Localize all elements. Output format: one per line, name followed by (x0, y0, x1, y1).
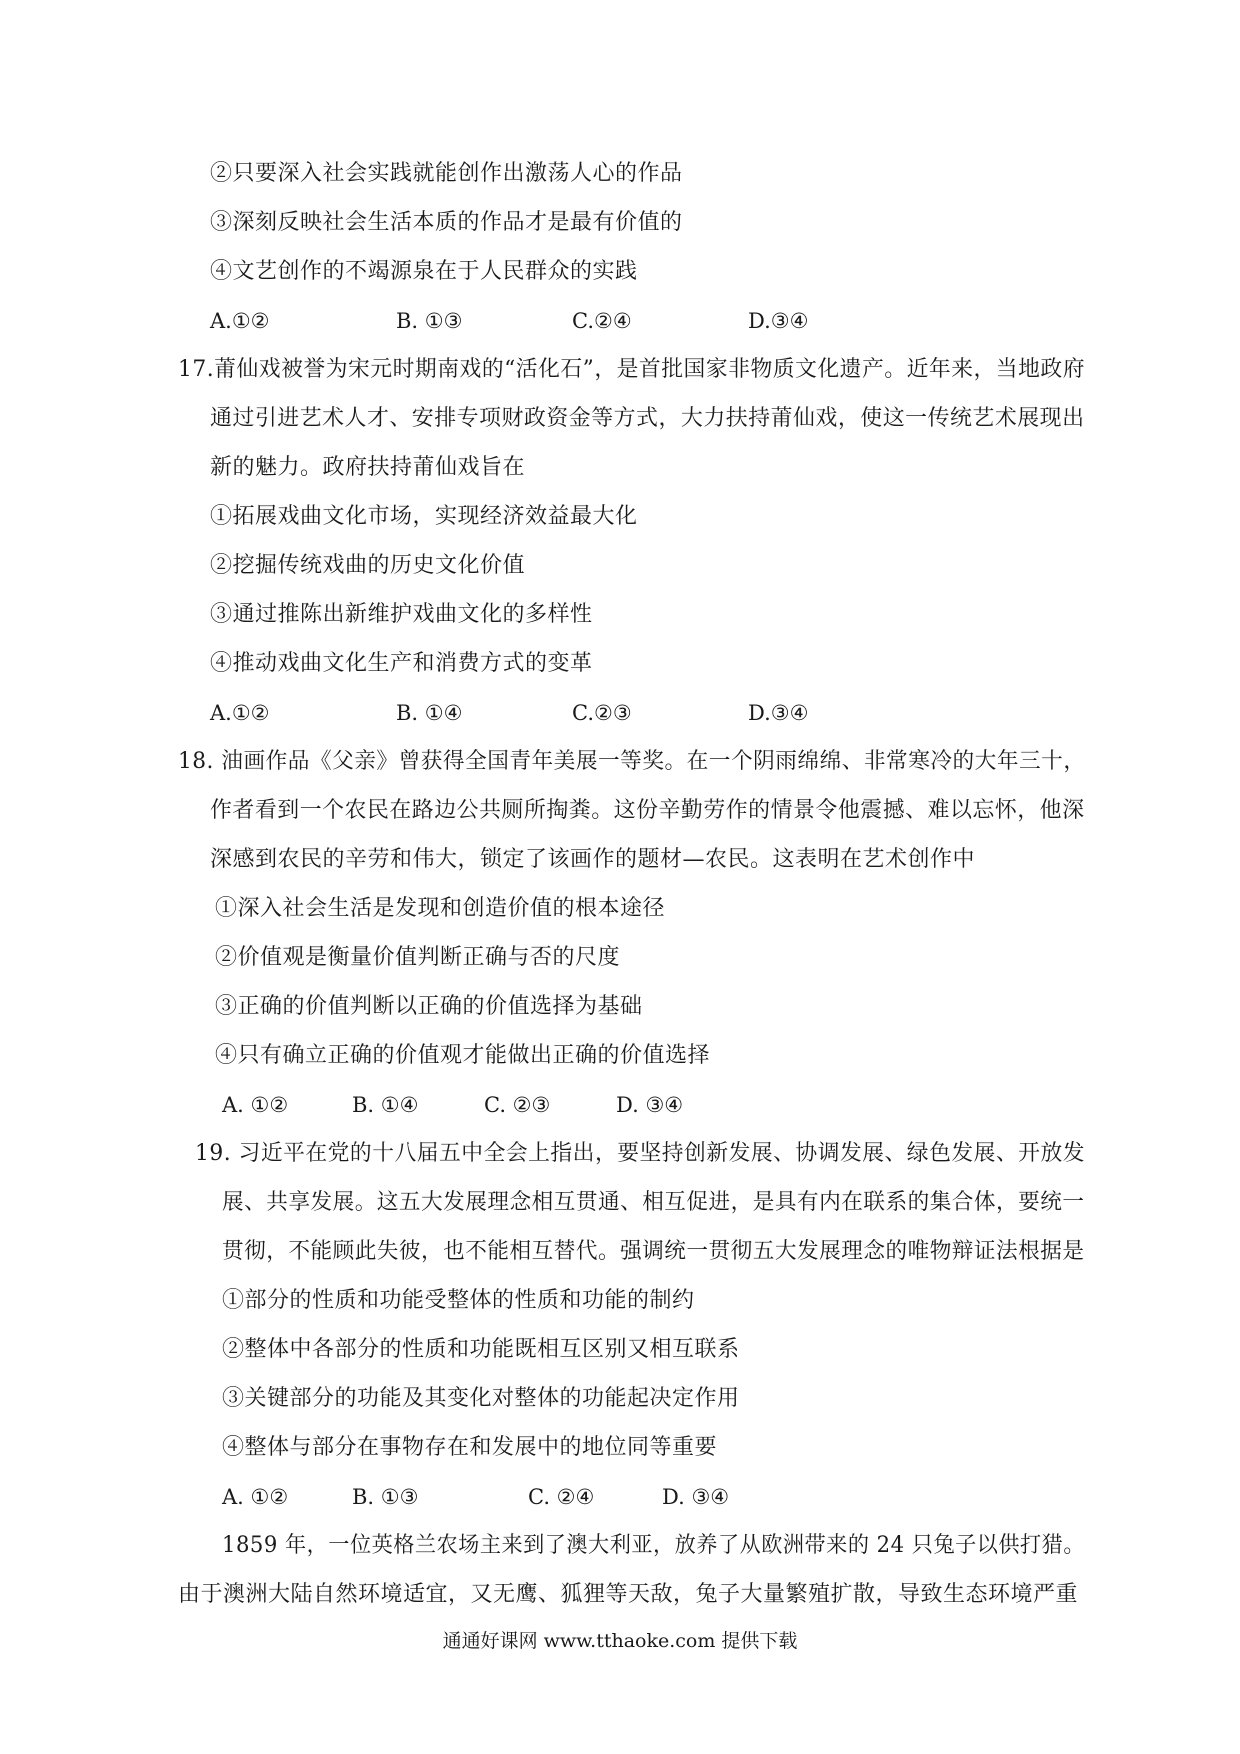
q18-stem-line-1: 18. 油画作品《父亲》曾获得全国青年美展一等奖。在一个阴雨绵绵、非常寒冷的大年三十， (178, 749, 1086, 774)
q17-item-4: ④推动戏曲文化生产和消费方式的变革 (210, 651, 593, 676)
q16-option-d: D.③④ (748, 309, 809, 333)
q19-stem-line-1: 19. 习近平在党的十八届五中全会上指出，要坚持创新发展、协调发展、绿色发展、开放发 (195, 1141, 1085, 1166)
q17-stem-line-3: 新的魅力。政府扶持莆仙戏旨在 (210, 455, 526, 480)
q17-option-a: A.①② (210, 701, 270, 725)
q18-option-c: C. ②③ (484, 1093, 551, 1117)
q18-option-d: D. ③④ (616, 1093, 684, 1117)
q17-option-b: B. ①④ (396, 701, 463, 725)
q17-item-3: ③通过推陈出新维护戏曲文化的多样性 (210, 602, 593, 627)
q19-stem-line-3: 贯彻，不能顾此失彼，也不能相互替代。强调统一贯彻五大发展理念的唯物辩证法根据是 (222, 1239, 1085, 1264)
q17-stem-line-2: 通过引进艺术人才、安排专项财政资金等方式，大力扶持莆仙戏，使这一传统艺术展现出 (210, 406, 1085, 431)
passage-line-2: 由于澳洲大陆自然环境适宜，又无鹰、狐狸等天敌，兔子大量繁殖扩散，导致生态环境严重 (178, 1582, 1079, 1607)
q16-item-3: ③深刻反映社会生活本质的作品才是最有价值的 (210, 210, 683, 235)
q19-item-2: ②整体中各部分的性质和功能既相互区别又相互联系 (222, 1337, 740, 1362)
q19-item-4: ④整体与部分在事物存在和发展中的地位同等重要 (222, 1435, 718, 1460)
q18-stem-line-2: 作者看到一个农民在路边公共厕所掏粪。这份辛勤劳作的情景令他震撼、难以忘怀，他深 (210, 798, 1085, 823)
q17-option-c: C.②③ (572, 701, 632, 725)
passage-line-1: 1859 年，一位英格兰农场主来到了澳大利亚，放养了从欧洲带来的 24 只兔子以供打猎。 (222, 1533, 1085, 1558)
q17-item-1: ①拓展戏曲文化市场，实现经济效益最大化 (210, 504, 638, 529)
q18-item-3: ③正确的价值判断以正确的价值选择为基础 (215, 994, 643, 1019)
q18-stem-line-3: 深感到农民的辛劳和伟大，锁定了该画作的题材—农民。这表明在艺术创作中 (210, 847, 976, 872)
q18-item-1: ①深入社会生活是发现和创造价值的根本途径 (215, 896, 666, 921)
q16-option-a: A.①② (210, 309, 270, 333)
q16-option-b: B. ①③ (396, 309, 463, 333)
q18-option-a: A. ①② (222, 1093, 289, 1117)
q19-option-a: A. ①② (222, 1485, 289, 1509)
q17-option-d: D.③④ (748, 701, 809, 725)
q18-item-2: ②价值观是衡量价值判断正确与否的尺度 (215, 945, 621, 970)
q19-item-1: ①部分的性质和功能受整体的性质和功能的制约 (222, 1288, 695, 1313)
q18-item-4: ④只有确立正确的价值观才能做出正确的价值选择 (215, 1043, 711, 1068)
page-footer: 通通好课网 www.tthaoke.com 提供下载 (442, 1630, 798, 1652)
q18-option-b: B. ①④ (352, 1093, 419, 1117)
q19-option-c: C. ②④ (528, 1485, 595, 1509)
q17-stem-line-1: 17.莆仙戏被誉为宋元时期南戏的“活化石”，是首批国家非物质文化遗产。近年来，当地政府 (178, 357, 1086, 382)
q19-option-b: B. ①③ (352, 1485, 419, 1509)
q17-item-2: ②挖掘传统戏曲的历史文化价值 (210, 553, 526, 578)
q19-item-3: ③关键部分的功能及其变化对整体的功能起决定作用 (222, 1386, 740, 1411)
q16-item-2: ②只要深入社会实践就能创作出激荡人心的作品 (210, 161, 683, 186)
q19-stem-line-2: 展、共享发展。这五大发展理念相互贯通、相互促进，是具有内在联系的集合体，要统一 (222, 1190, 1085, 1215)
q16-option-c: C.②④ (572, 309, 632, 333)
q19-option-d: D. ③④ (662, 1485, 730, 1509)
q16-item-4: ④文艺创作的不竭源泉在于人民群众的实践 (210, 259, 638, 284)
